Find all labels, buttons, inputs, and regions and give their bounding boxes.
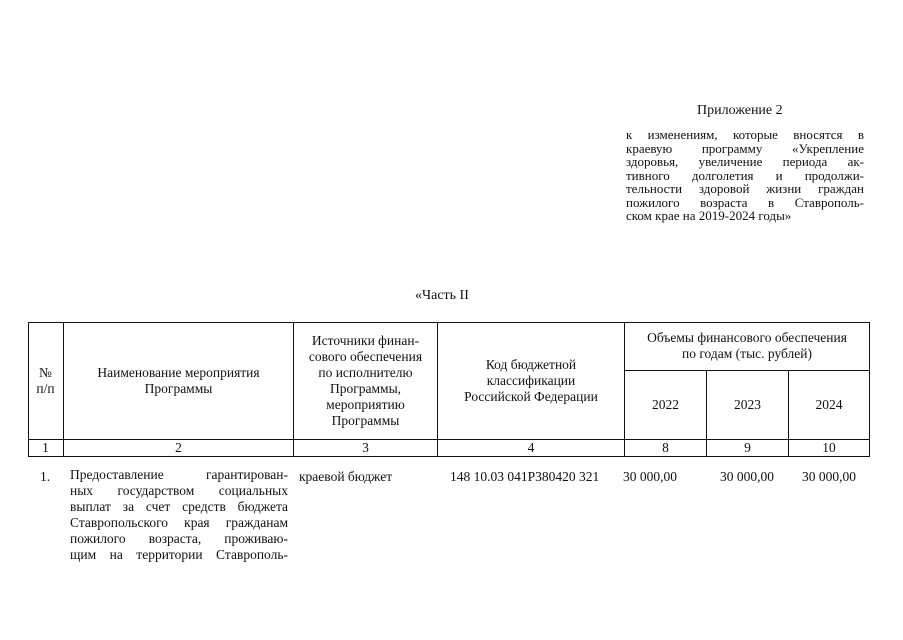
column-number: 4 (527, 440, 535, 455)
appendix-description (626, 128, 864, 223)
row-value-2023: 30 000,00 (720, 469, 774, 484)
header-sources-line: Программы (331, 412, 400, 428)
appendix-title: Приложение 2 (697, 103, 783, 118)
header-num-line: п/п (36, 380, 55, 396)
header-sources-line: Программы, (329, 380, 402, 396)
row-name-line: пожилого возраста, проживаю- (70, 531, 288, 547)
header-volumes-line: по годам (тыс. рублей) (681, 346, 813, 361)
header-volumes (625, 322, 869, 370)
appendix-line: пожилого возраста в Ставрополь- (626, 194, 864, 210)
header-volumes-line: Объемы финансового обеспечения (647, 330, 847, 345)
part-title: «Часть II (415, 288, 469, 303)
header-year-2022: 2022 (652, 397, 679, 412)
row-source: краевой бюджет (299, 469, 393, 484)
header-sources (294, 322, 437, 439)
header-year-2023: 2023 (734, 397, 761, 412)
header-name (64, 322, 293, 439)
header-sources-line: сового обеспечения (308, 348, 423, 364)
appendix-line: тивного долголетия и продолжи- (626, 167, 864, 183)
header-num (28, 322, 63, 439)
header-sources-line: по исполнителю (318, 364, 413, 380)
row-value-2024: 30 000,00 (802, 469, 856, 484)
appendix-line: тельности здоровой жизни граждан (626, 181, 864, 196)
table-line (869, 322, 870, 457)
row-number: 1. (40, 469, 51, 484)
header-num-line: № (39, 364, 52, 380)
column-number: 8 (662, 440, 669, 455)
column-number: 1 (42, 440, 49, 455)
row-name-line: Ставропольского края гражданам (70, 515, 288, 531)
header-sources-line: Источники финан- (311, 332, 420, 348)
appendix-line: здоровья, увеличение периода ак- (626, 154, 864, 169)
column-number: 10 (822, 440, 836, 455)
table-header (28, 322, 870, 457)
table-line (28, 456, 870, 457)
column-number: 9 (744, 440, 751, 455)
header-name-line: Программы (144, 380, 213, 396)
row-code: 148 10.03 041Р380420 321 (450, 469, 600, 484)
header-name-line: Наименование мероприятия (97, 364, 260, 380)
header-code-line: классификации (486, 372, 576, 388)
header-code-line: Код бюджетной (485, 356, 577, 372)
header-year-2024: 2024 (815, 397, 843, 412)
header-code (438, 322, 624, 439)
row-value-2022: 30 000,00 (623, 469, 677, 484)
column-number: 3 (362, 440, 369, 455)
row-name-line: ных государством социальных (70, 483, 288, 499)
row-name-line: Предоставление гарантирован- (70, 467, 288, 482)
row-name-line: выплат за счет средств бюджета (70, 499, 288, 515)
appendix-line: ском крае на 2019-2024 годы» (626, 208, 792, 223)
column-number: 2 (175, 440, 182, 455)
appendix-line: краевую программу «Укрепление (626, 140, 864, 156)
header-code-line: Российской Федерации (464, 388, 598, 404)
appendix-line: к изменениям, которые вносятся в (626, 127, 864, 142)
row-name (70, 467, 288, 564)
row-name-line: щим на территории Ставрополь- (70, 547, 288, 563)
header-sources-line: мероприятию (326, 396, 405, 412)
